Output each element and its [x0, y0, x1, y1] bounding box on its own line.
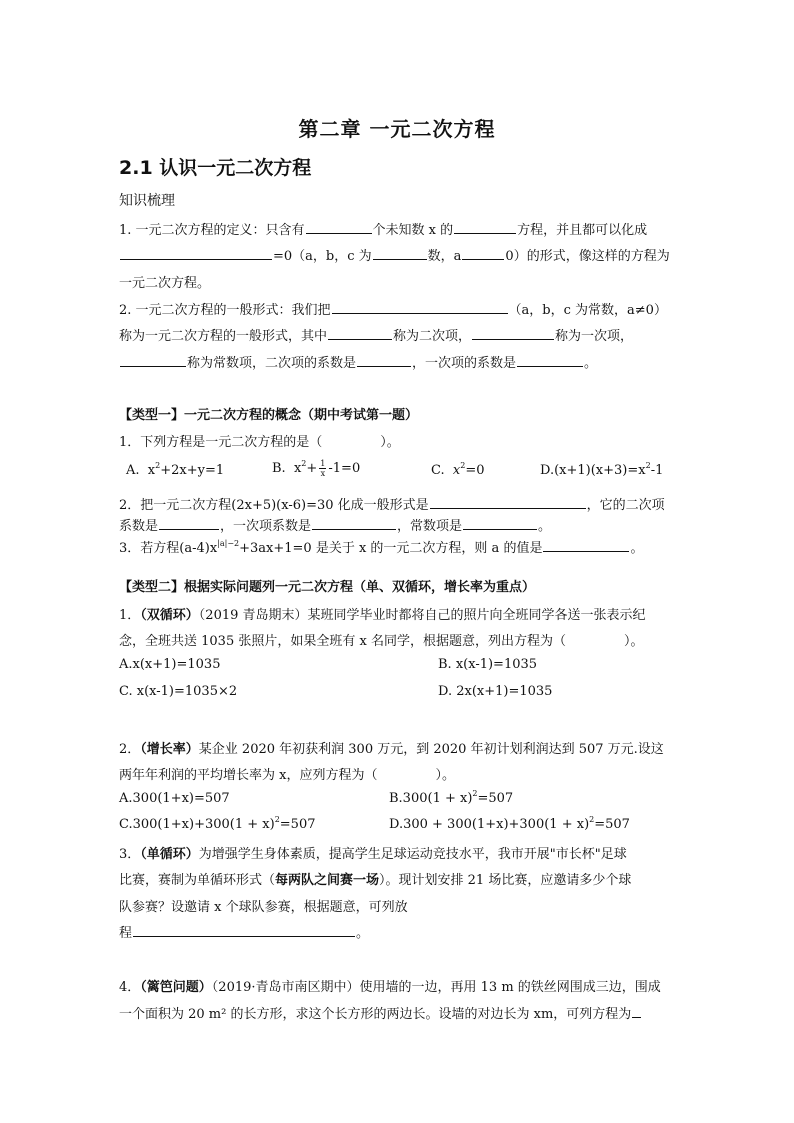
- type1-q1-stem: 1．下列方程是一元二次方程的是（ ）。: [119, 435, 400, 450]
- fill-blank[interactable]: [312, 516, 396, 530]
- knowledge-1-line1: 1. 一元二次方程的定义：只含有 个未知数 x 的 方程，并且都可以化成: [119, 219, 647, 238]
- type1-q3: 3．若方程$(a-4)x^{|a|-2}+3ax+1=0$ 是关于 x 的一元二次方程，则 a 的值是 。: [119, 539, 644, 556]
- fill-blank[interactable]: [472, 326, 554, 340]
- type2-q2-line2: 两年年利润的平均增长率为 x，应列方程为（ ）。: [119, 768, 455, 783]
- chapter-title: 第二章 一元二次方程: [298, 117, 496, 141]
- knowledge-1-line3: 一元二次方程。: [119, 276, 211, 291]
- fill-blank[interactable]: [120, 353, 186, 367]
- type2-q1-option-c[interactable]: C. x(x-1)=1035×2: [119, 684, 238, 699]
- section-title: 2.1 认识一元二次方程: [119, 157, 312, 179]
- type1-q2-line1: 2．把一元二次方程(2x+5)(x-6)=30 化成一般形式是 ，它的二次项: [119, 494, 665, 513]
- fill-blank[interactable]: [632, 1004, 641, 1018]
- type2-q1-line2: 念，全班共送 1035 张照片，如果全班有 x 名同学，根据题意，列出方程为（ ）。: [119, 634, 644, 649]
- fill-blank[interactable]: [517, 353, 583, 367]
- type2-q1-line1: 1．（双循环）（2019 青岛期末）某班同学毕业时都将自己的照片向全班同学各送一张表示纪: [119, 608, 646, 623]
- fill-blank[interactable]: [133, 923, 355, 937]
- fill-blank[interactable]: [454, 220, 516, 234]
- knowledge-2-line3: 称为常数项，二次项的系数是 ，一次项的系数是 。: [119, 352, 597, 371]
- fill-blank[interactable]: [430, 495, 586, 509]
- fill-blank[interactable]: [328, 326, 392, 340]
- fill-blank[interactable]: [159, 516, 219, 530]
- fill-blank[interactable]: [543, 538, 629, 552]
- knowledge-1-line2: =0（a，b，c 为 数，a 0）的形式，像这样的方程为: [119, 245, 670, 264]
- type2-q4-line1: 4．（篱笆问题）（2019·青岛市南区期中）使用墙的一边，再用 13 m 的铁丝网围成三边，围成: [119, 980, 661, 995]
- type1-q1-option-a[interactable]: A. $x^2+2x+y=1$: [126, 461, 225, 478]
- type2-q3-line3: 队参赛？设邀请 x 个球队参赛，根据题意，可列放: [119, 900, 408, 915]
- type2-q3-line4: 程 。: [119, 922, 369, 941]
- type1-q1-option-b[interactable]: B. $x^2+$ $\frac{1}{x}$ -1=0: [272, 459, 361, 478]
- fill-blank[interactable]: [306, 220, 372, 234]
- type1-heading: 【类型一】一元二次方程的概念（期中考试第一题）: [119, 408, 419, 423]
- knowledge-heading: 知识梳理: [119, 193, 175, 209]
- type2-q2-option-b[interactable]: $B.300(1 + x)^2=507$: [389, 789, 514, 806]
- fill-blank[interactable]: [373, 246, 427, 260]
- type1-q1-option-c[interactable]: C. $x^2=0$: [431, 461, 485, 478]
- fill-blank[interactable]: [332, 300, 508, 314]
- type1-q2-line2: 系数是 ，一次项系数是 ，常数项是 。: [119, 515, 551, 534]
- fill-blank[interactable]: [462, 246, 504, 260]
- type2-q3-line2: 比赛，赛制为单循环形式（每两队之间赛一场）。现计划安排 21 场比赛，应邀请多少个球: [119, 873, 632, 888]
- type1-q1-option-d[interactable]: $D.(x+1)(x+3)=x^2-1$: [540, 461, 664, 478]
- type2-heading: 【类型二】根据实际问题列一元二次方程（单、双循环，增长率为重点）: [119, 580, 536, 595]
- fill-blank[interactable]: [357, 353, 411, 367]
- type2-q4-line2: 一个面积为 20 m² 的长方形，求这个长方形的两边长。设墙的对边长为 xm，可列方程为: [119, 1003, 642, 1022]
- fill-blank[interactable]: [120, 246, 272, 260]
- fill-blank[interactable]: [463, 516, 537, 530]
- type2-q3-line1: 3．（单循环）为增强学生身体素质，提高学生足球运动竞技水平，我市开展"市长杯"足球: [119, 847, 627, 862]
- knowledge-2-line2: 称为一元二次方程的一般形式，其中 称为二次项， 称为一次项，: [119, 325, 633, 344]
- type2-q2-option-c[interactable]: $C.300(1+x)+300(1 + x)^2=507$: [119, 815, 316, 832]
- type2-q1-option-a[interactable]: A.x(x+1)=1035: [119, 657, 221, 672]
- type2-q2-option-d[interactable]: $D.300 + 300(1+x)+300(1 + x)^2=507$: [389, 815, 630, 832]
- type2-q2-line1: 2．（增长率）某企业 2020 年初获利润 300 万元，到 2020 年初计划利润达到 507 万元.设这: [119, 742, 664, 757]
- type2-q1-option-d[interactable]: D. 2x(x+1)=1035: [438, 684, 553, 699]
- type2-q2-option-a[interactable]: A.300(1+x)=507: [119, 791, 230, 806]
- fraction-1-over-x: $\frac{1}{x}$: [320, 459, 326, 478]
- type2-q1-option-b[interactable]: B. x(x-1)=1035: [438, 657, 538, 672]
- knowledge-2-line1: 2. 一元二次方程的一般形式：我们把 （a，b，c 为常数，a≠0）: [119, 299, 667, 318]
